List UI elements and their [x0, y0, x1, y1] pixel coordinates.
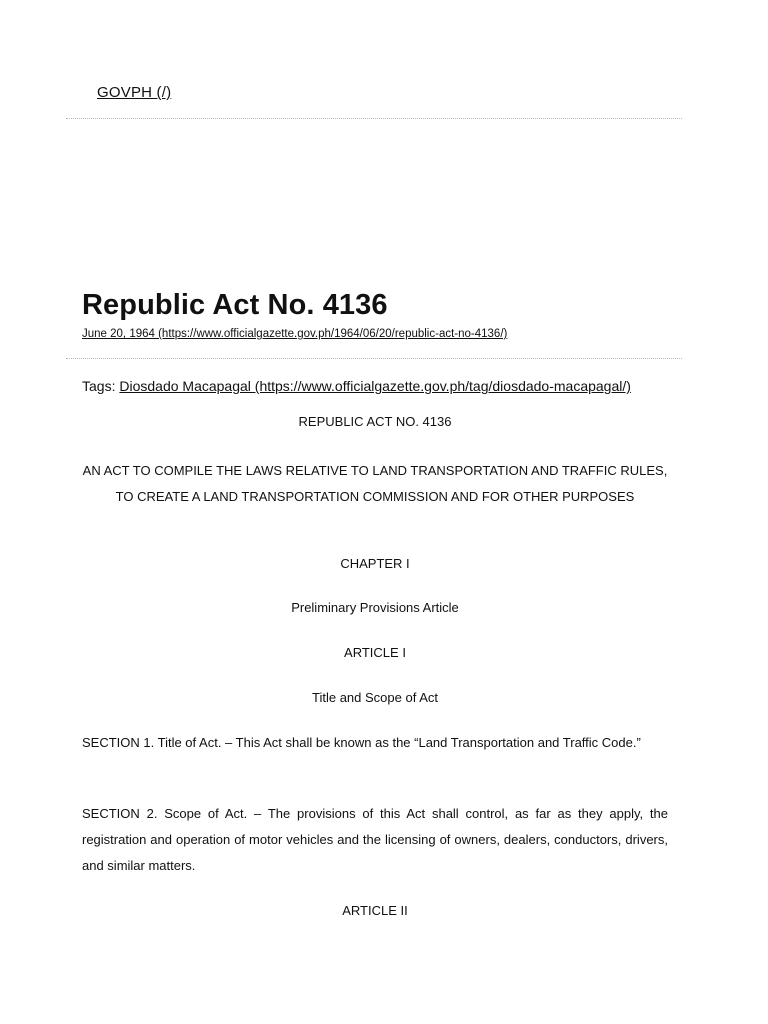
header-divider — [66, 118, 682, 119]
tags-line — [82, 378, 642, 394]
section-1-paragraph: SECTION 1. Title of Act. – This Act shall be known as the “Land Transportation and Traffic Code.” — [82, 735, 641, 750]
article-2-heading: ARTICLE II — [342, 903, 408, 918]
act-long-title: AN ACT TO COMPILE THE LAWS RELATIVE TO LAND TRANSPORTATION AND TRAFFIC RULES, TO CREATE A LAND TRANSPORTATION COMMISSION AND FOR OTHER PURPOSES — [82, 463, 668, 504]
act-heading: REPUBLIC ACT NO. 4136 — [298, 414, 452, 429]
page-title: Republic Act No. 4136 — [82, 289, 388, 321]
govph-home-link[interactable]: GOVPH (/) — [97, 84, 172, 101]
preliminary-provisions-heading: Preliminary Provisions Article — [291, 600, 459, 615]
title-scope-heading: Title and Scope of Act — [312, 690, 438, 705]
title-divider — [66, 358, 682, 359]
section-2-paragraph: SECTION 2. Scope of Act. – The provisions of this Act shall control, as far as they apply, the registration and operation of motor vehicles and the licensing of owners, dealers, conductors, drivers, and similar matters. — [82, 806, 668, 873]
article-1-heading: ARTICLE I — [344, 645, 406, 660]
tag-link-diosdado-macapagal[interactable]: Diosdado Macapagal (https://www.officialgazette.gov.ph/tag/diosdado-macapagal/) — [119, 378, 631, 394]
tags-label: Tags: — [82, 378, 116, 394]
chapter-heading: CHAPTER I — [340, 556, 410, 571]
publish-date-link[interactable]: June 20, 1964 (https://www.officialgazette.gov.ph/1964/06/20/republic-act-no-4136/) — [82, 328, 508, 340]
